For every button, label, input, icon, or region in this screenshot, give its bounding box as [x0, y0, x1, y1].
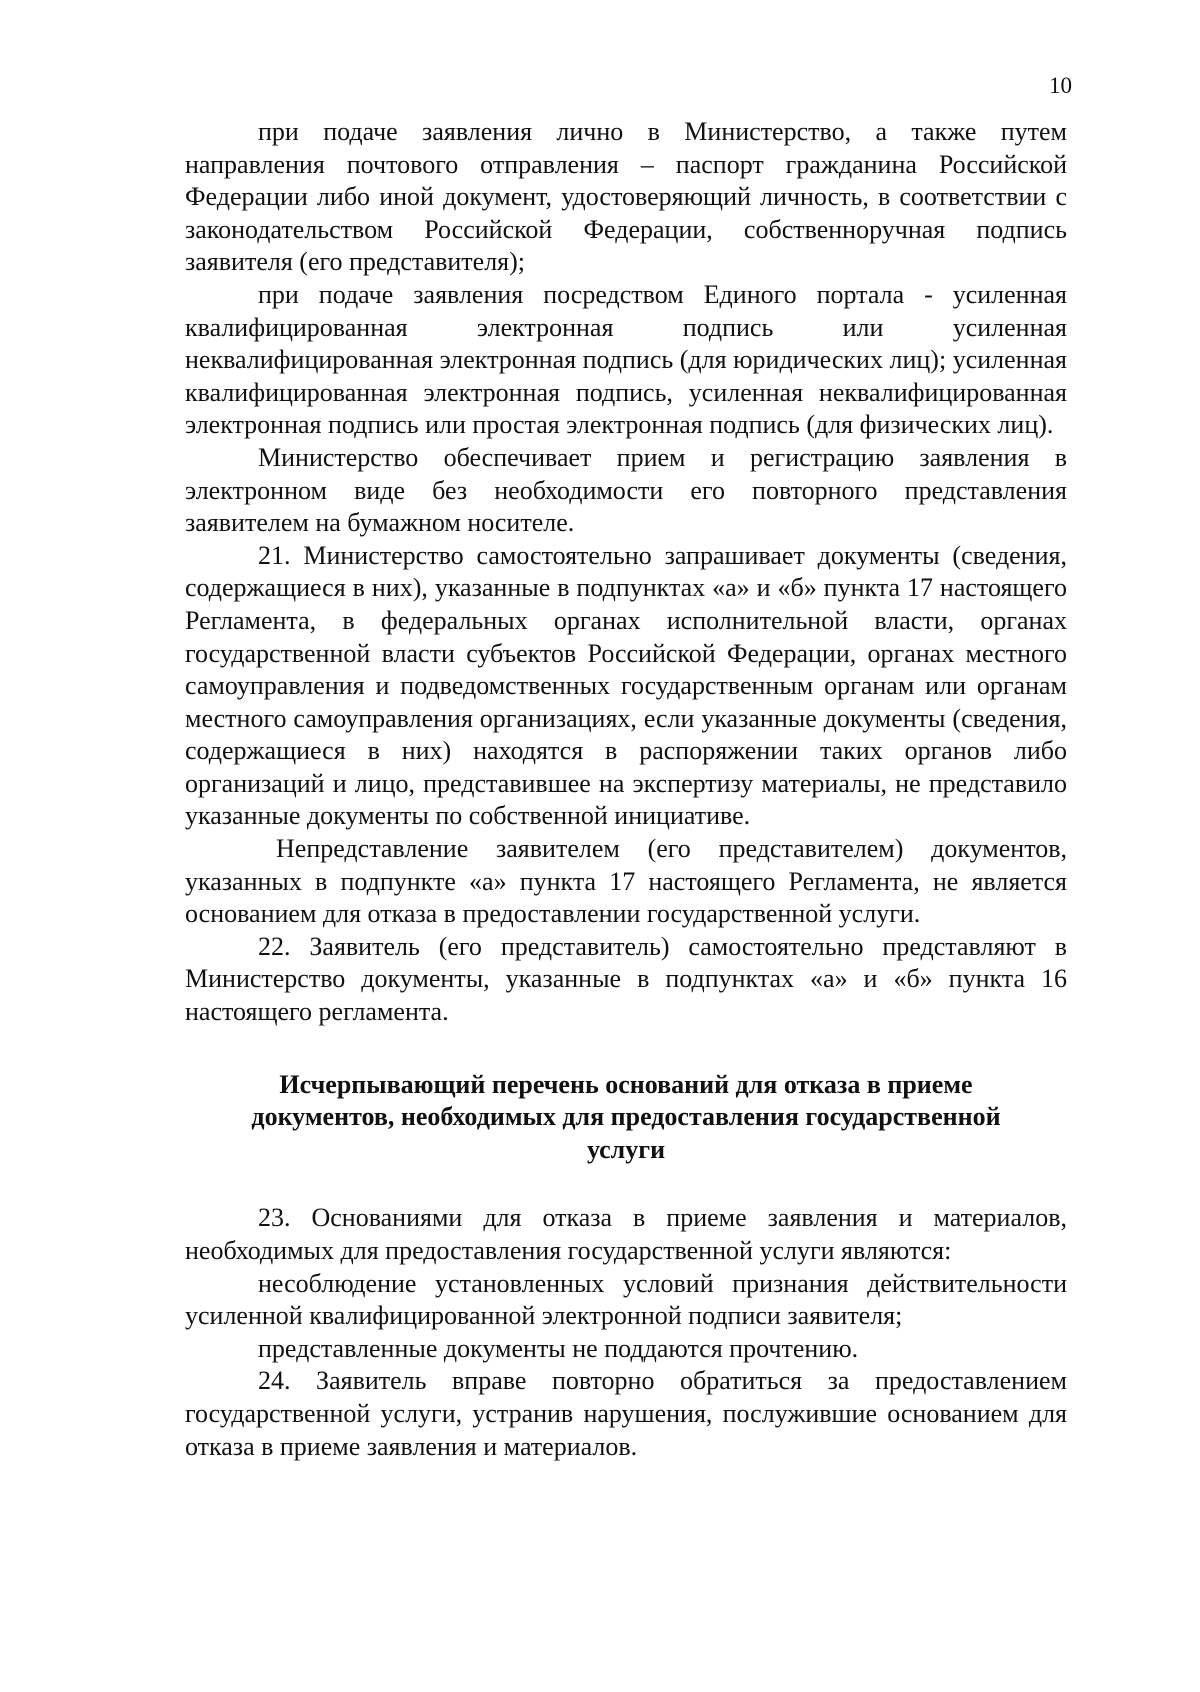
paragraph-in-person-submission: при подаче заявления лично в Министерство, а также путем направления почтового отправления – паспорт гражданина Российской Федерации либо иной документ, удостоверяющий личность, в соответствии с законодательством Российской Федерации, собственноручная подпись заявителя (его представителя);: [185, 117, 1067, 277]
paragraph-clause-24: 24. Заявитель вправе повторно обратиться за предоставлением государственной услуги, устранив нарушения, послужившие основанием для отказа в приеме заявления и материалов.: [185, 1366, 1067, 1461]
section-heading: Исчерпывающий перечень оснований для отказа в приеме документов, необходимых для предоставления государственной услуги: [251, 1069, 1001, 1164]
document-body: [185, 116, 1067, 1463]
paragraph-unreadable-documents: представленные документы не поддаются прочтению.: [258, 1333, 859, 1363]
paragraph-clause-21: 21. Министерство самостоятельно запрашивает документы (сведения, содержащиеся в них), указанные в подпунктах «а» и «б» пункта 17 настоящего Регламента, в федеральных органах исполнительной власти, органах государственной власти субъектов Российской Федерации, органах местного самоуправления и подведомственных государственным органам или органам местного самоуправления организациях, если указанные документы (сведения, содержащиеся в них) находятся в распоряжении таких органов либо организаций и лицо, представившее на экспертизу материалы, не представило указанные документы по собственной инициативе.: [185, 540, 1067, 831]
paragraph-signature-condition: несоблюдение установленных условий признания действительности усиленной квалифицированной электронной подписи заявителя;: [185, 1268, 1067, 1331]
paragraph-portal-submission: при подаче заявления посредством Единого портала - усиленная квалифицированная электронная подпись или усиленная неквалифицированная электронная подпись (для юридических лиц); усиленная квалифицированная электронная подпись, усиленная неквалифицированная электронная подпись или простая электронная подпись (для физических лиц).: [185, 279, 1067, 440]
paragraph-clause-22: 22. Заявитель (его представитель) самостоятельно представляют в Министерство документы, указанные в подпунктах «а» и «б» пункта 16 настоящего регламента.: [185, 931, 1067, 1027]
page-number: 10: [1049, 73, 1072, 98]
paragraph-non-submission: Непредставление заявителем (его представителем) документов, указанных в подпункте «а» пункта 17 настоящего Регламента, не является основанием для отказа в предоставлении государственной услуги.: [185, 834, 1067, 929]
paragraph-electronic-registration: Министерство обеспечивает прием и регистрацию заявления в электронном виде без необходимости его повторного представления заявителем на бумажном носителе.: [185, 442, 1067, 538]
paragraph-clause-23: 23. Основаниями для отказа в приеме заявления и материалов, необходимых для предоставления государственной услуги являются:: [185, 1203, 1067, 1265]
